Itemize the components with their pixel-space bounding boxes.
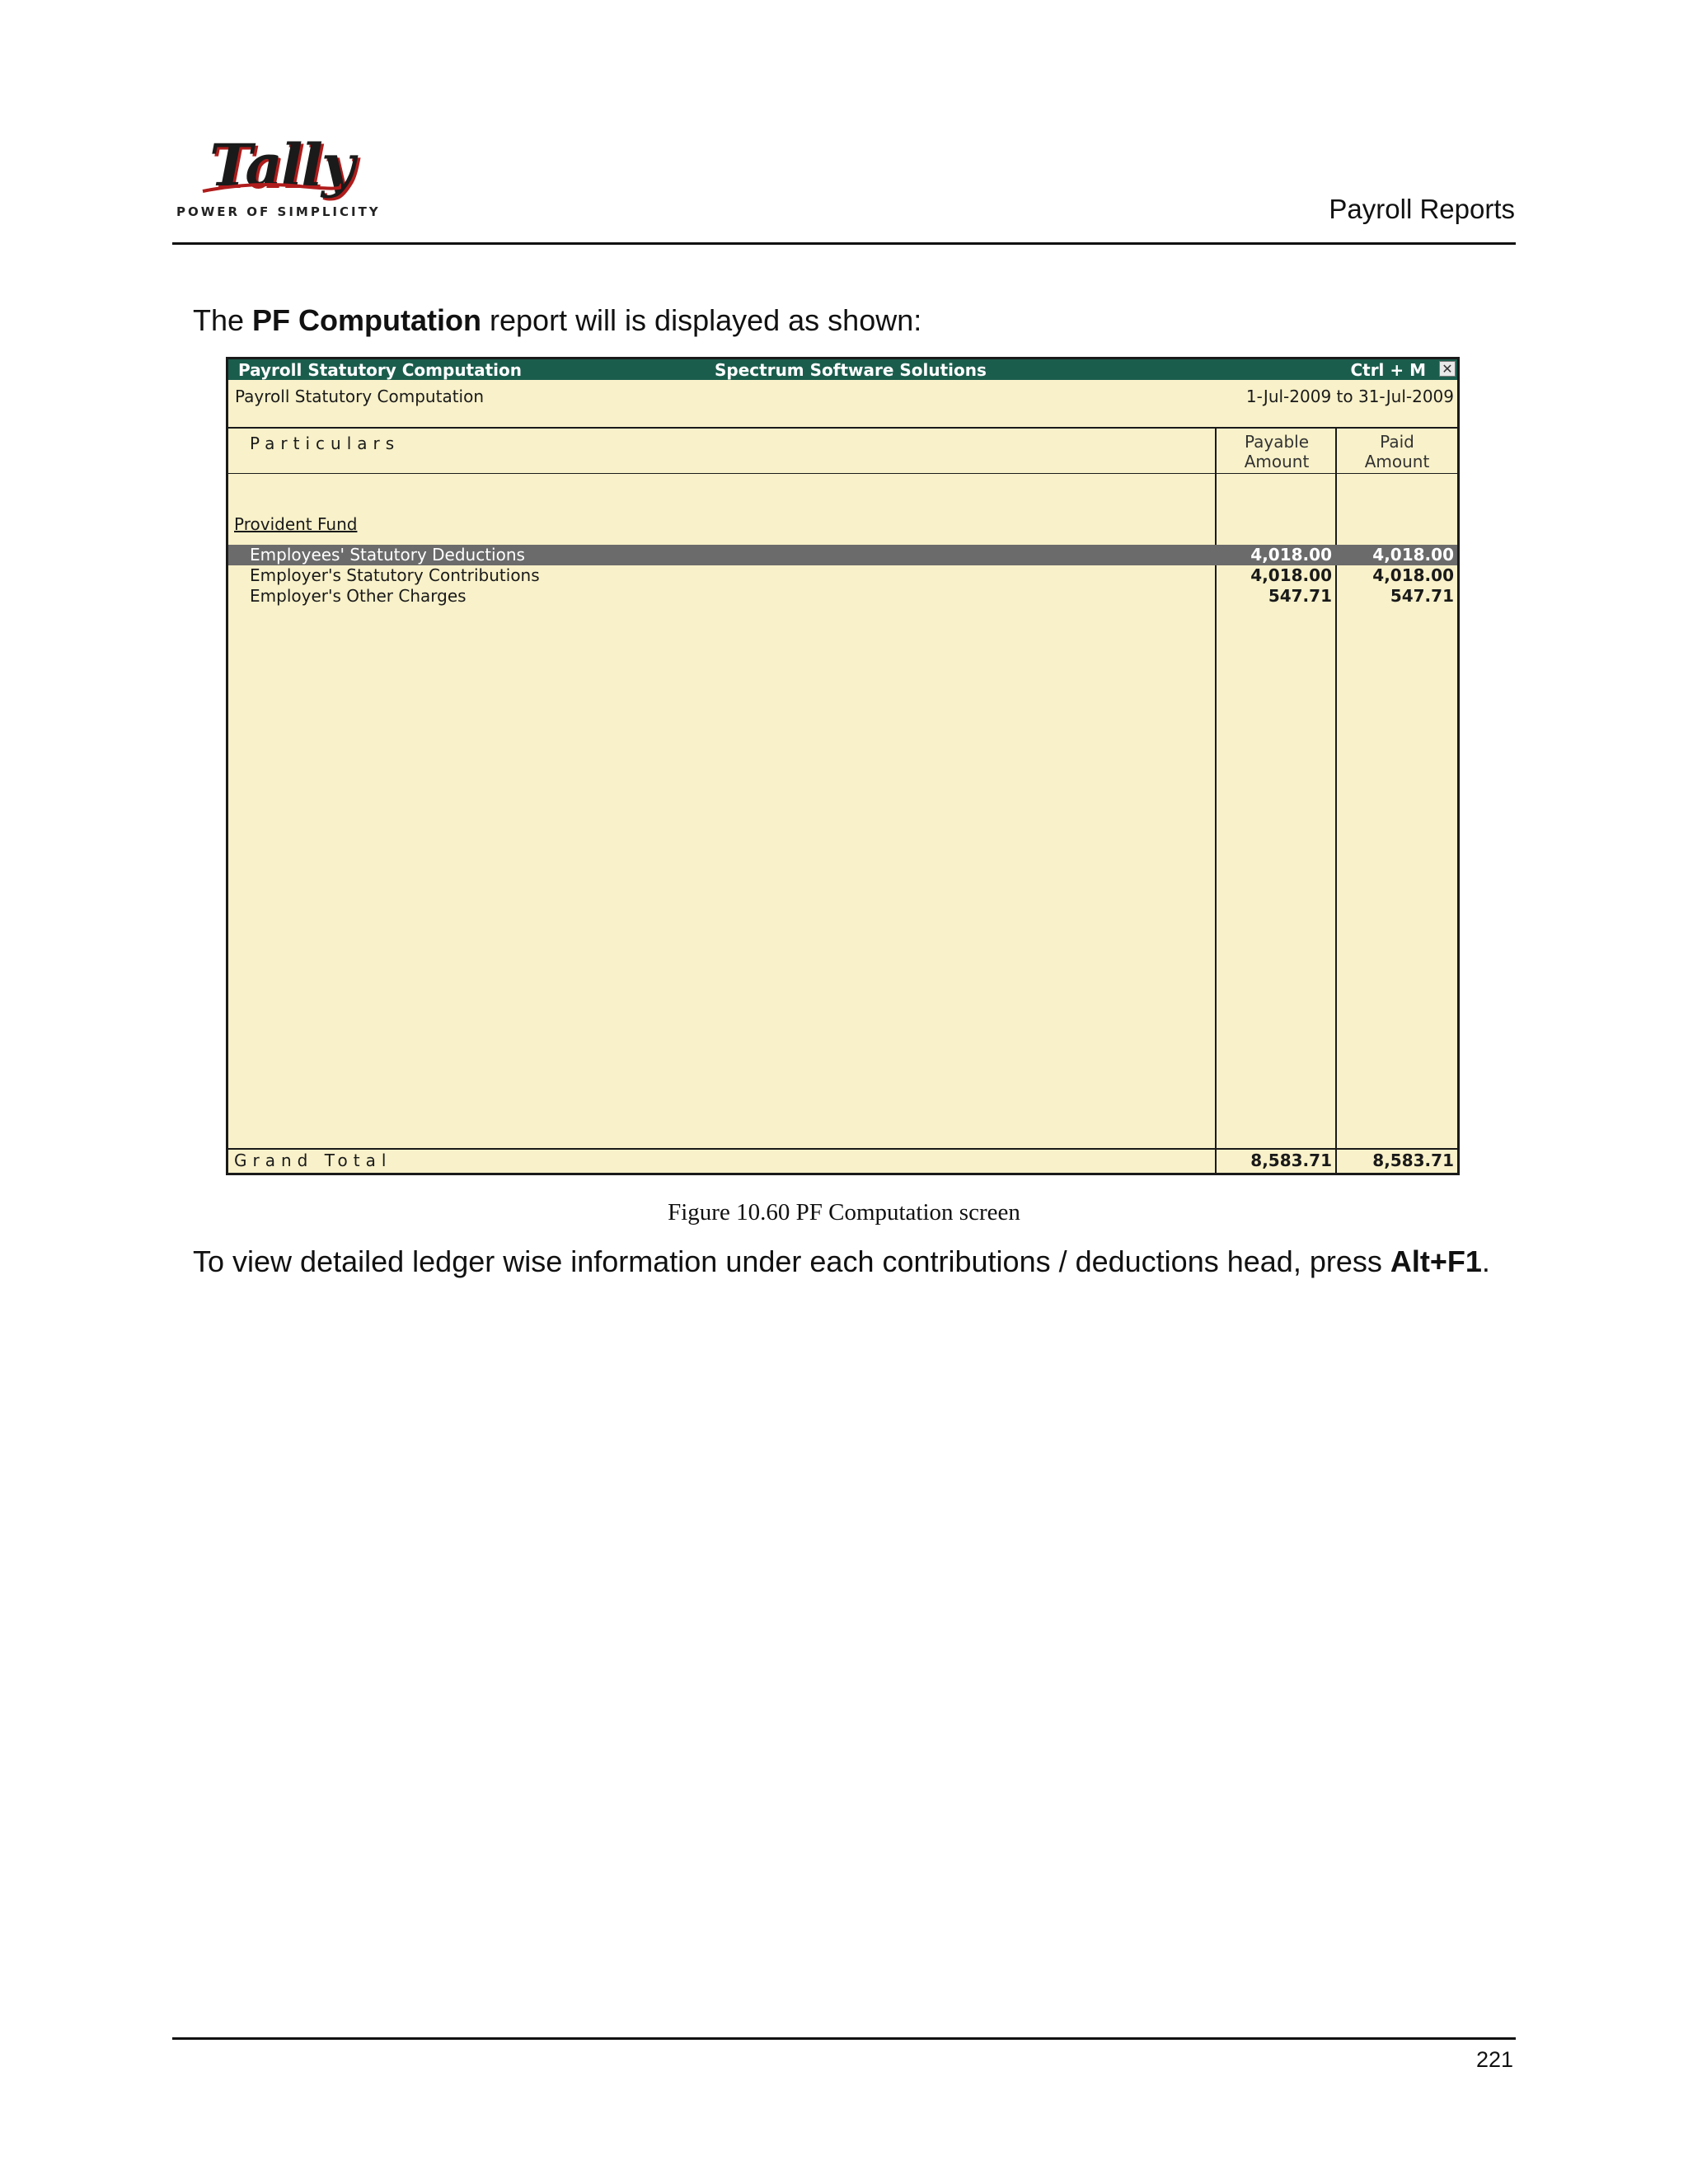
column-header-payable xyxy=(1217,432,1337,471)
titlebar-company-name: Spectrum Software Solutions xyxy=(715,360,987,380)
report-subheader xyxy=(228,380,1457,429)
column-header-particulars: Particulars xyxy=(250,434,401,453)
row-paid-amount: 4,018.00 xyxy=(1372,565,1454,585)
body-text: To view detailed ledger wise information under each contributions / deductions head, press xyxy=(193,1244,1390,1278)
body-suffix: . xyxy=(1481,1244,1490,1278)
section-title: Payroll Reports xyxy=(1329,194,1515,224)
table-row[interactable] xyxy=(228,586,1457,607)
column-header-payable-line1: Payable xyxy=(1244,432,1310,452)
grand-total-paid: 8,583.71 xyxy=(1372,1151,1454,1170)
row-label: Employer's Other Charges xyxy=(250,586,467,606)
header-rule xyxy=(172,242,1516,245)
intro-prefix: The xyxy=(193,303,253,337)
column-header-paid xyxy=(1337,432,1457,471)
column-divider-paid xyxy=(1335,429,1337,1173)
intro-sentence xyxy=(193,303,921,338)
grand-total-payable: 8,583.71 xyxy=(1250,1151,1332,1170)
logo-wordmark: Tally xyxy=(209,131,354,199)
column-header-paid-line2: Amount xyxy=(1364,452,1430,471)
tally-report-window xyxy=(226,357,1460,1175)
close-icon[interactable]: ✕ xyxy=(1439,361,1456,377)
column-header-row xyxy=(228,429,1457,474)
page-number: 221 xyxy=(1475,2047,1513,2072)
body-paragraph xyxy=(193,1244,1493,1279)
row-payable-amount: 547.71 xyxy=(1268,586,1332,606)
tally-logo xyxy=(176,131,381,223)
row-label: Employees' Statutory Deductions xyxy=(250,545,525,565)
group-heading-provident-fund[interactable]: Provident Fund xyxy=(234,514,358,534)
column-divider-payable xyxy=(1215,429,1217,1173)
column-header-paid-line1: Paid xyxy=(1380,432,1414,452)
table-row[interactable] xyxy=(228,565,1457,586)
logo-swoosh-icon xyxy=(201,180,341,196)
grand-total-label: Grand Total xyxy=(234,1151,392,1170)
row-payable-amount: 4,018.00 xyxy=(1250,545,1332,565)
row-payable-amount: 4,018.00 xyxy=(1250,565,1332,585)
figure-caption: Figure 10.60 PF Computation screen xyxy=(668,1199,1020,1226)
footer-rule xyxy=(172,2037,1516,2040)
row-label: Employer's Statutory Contributions xyxy=(250,565,540,585)
window-titlebar xyxy=(228,359,1457,380)
grand-total-row xyxy=(228,1148,1457,1173)
row-paid-amount: 547.71 xyxy=(1390,586,1454,606)
row-paid-amount: 4,018.00 xyxy=(1372,545,1454,565)
report-title: Payroll Statutory Computation xyxy=(235,387,485,406)
intro-suffix: report will is displayed as shown: xyxy=(481,303,922,337)
table-row[interactable] xyxy=(228,545,1457,565)
logo-tagline: POWER OF SIMPLICITY xyxy=(176,204,381,219)
intro-report-name: PF Computation xyxy=(252,303,482,337)
report-period[interactable]: 1-Jul-2009 to 31-Jul-2009 xyxy=(1245,387,1454,406)
titlebar-shortcut: Ctrl + M xyxy=(1350,360,1426,380)
body-shortcut: Alt+F1 xyxy=(1390,1244,1482,1278)
column-header-payable-line2: Amount xyxy=(1244,452,1310,471)
titlebar-report-name: Payroll Statutory Computation xyxy=(238,360,523,380)
